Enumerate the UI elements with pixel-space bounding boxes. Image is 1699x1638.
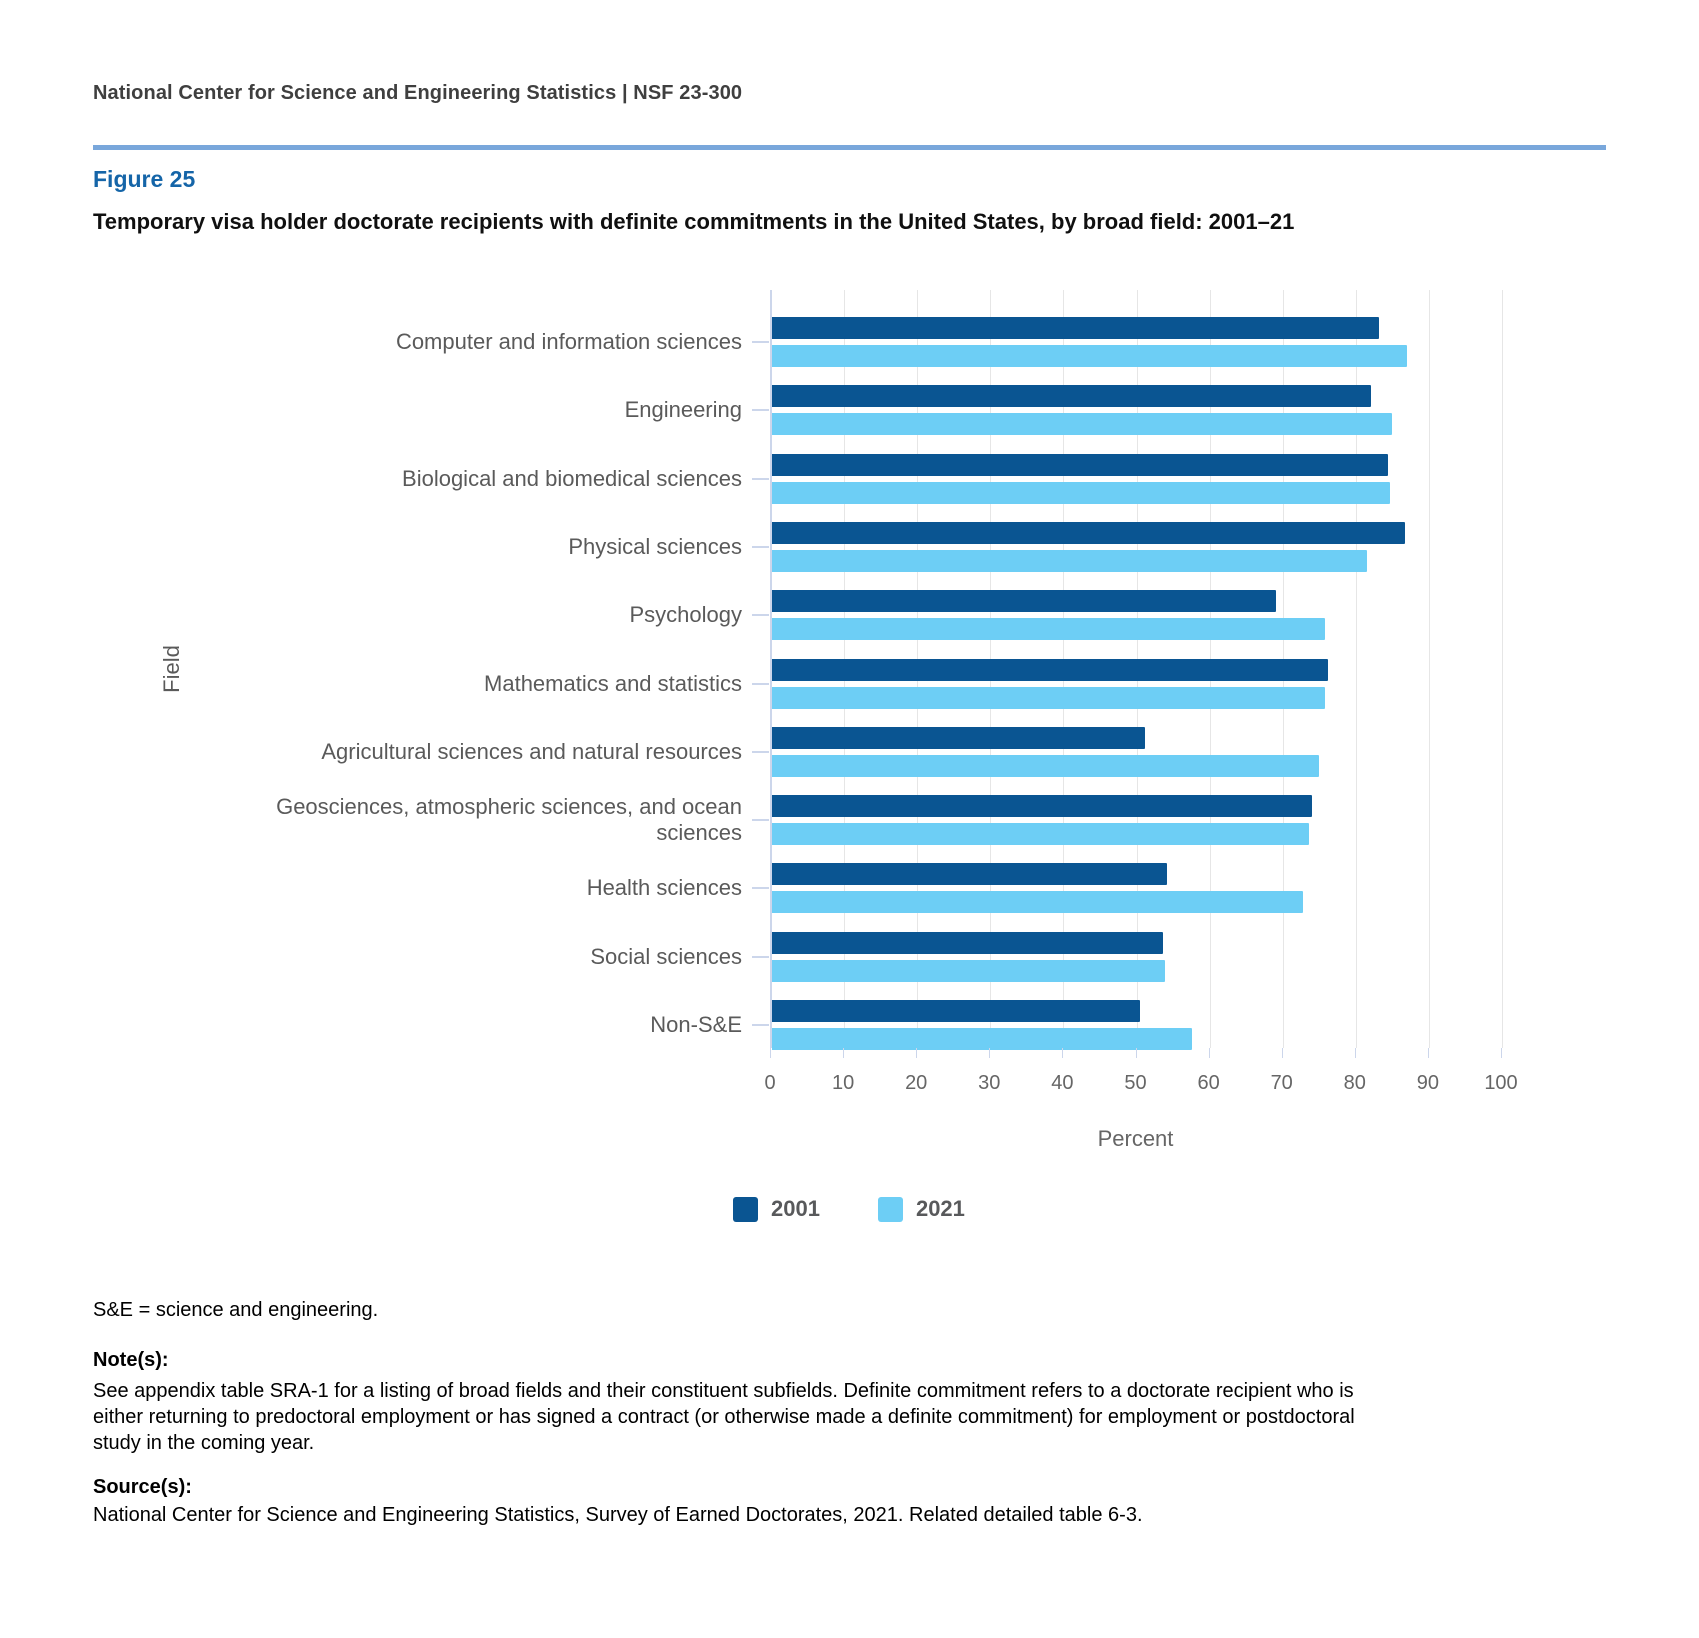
x-axis-tick	[1501, 1048, 1502, 1058]
category-label: Geosciences, atmospheric sciences, and ocean sciences	[276, 794, 742, 846]
x-axis-tick	[1355, 1048, 1356, 1058]
x-axis-tick	[1136, 1048, 1137, 1058]
note-text-line: study in the coming year.	[93, 1432, 315, 1454]
category-tick	[752, 751, 769, 753]
bar-2001	[772, 863, 1167, 885]
x-axis-tick-label: 60	[1197, 1072, 1220, 1094]
bar-2021	[772, 891, 1303, 913]
x-axis-tick-label: 80	[1343, 1072, 1366, 1094]
category-tick	[752, 546, 769, 548]
x-axis-tick	[989, 1048, 990, 1058]
figure-title: Temporary visa holder doctorate recipients with definite commitments in the United States, by broad field: 2001–21	[93, 209, 1295, 234]
bar-2001	[772, 1000, 1140, 1022]
abbreviation-note: S&E = science and engineering.	[93, 1299, 379, 1321]
note-text-line: See appendix table SRA-1 for a listing of broad fields and their constituent subfields. Definite commitment refers to a doctorate recipient who is	[93, 1380, 1354, 1402]
y-axis-title: Field	[159, 645, 184, 693]
x-axis-tick	[1209, 1048, 1210, 1058]
category-label: Psychology	[629, 602, 742, 628]
x-axis-tick-label: 50	[1124, 1072, 1147, 1094]
category-tick	[752, 409, 769, 411]
x-axis-tick	[770, 1048, 771, 1058]
bar-2021	[772, 960, 1165, 982]
x-axis-tick	[1428, 1048, 1429, 1058]
bar-2001	[772, 385, 1371, 407]
category-label: Non-S&E	[650, 1012, 742, 1037]
x-axis-tick-label: 20	[905, 1072, 928, 1094]
bar-2021	[772, 1028, 1192, 1050]
bar-2021	[772, 345, 1407, 367]
x-axis-tick-label: 30	[978, 1072, 1001, 1094]
category-tick	[752, 341, 769, 343]
x-axis-tick-label: 40	[1051, 1072, 1074, 1094]
category-label: Agricultural sciences and natural resources	[321, 738, 742, 764]
source-heading: Source(s):	[93, 1476, 192, 1498]
bar-2021	[772, 618, 1325, 640]
figure-number: Figure 25	[93, 166, 196, 192]
category-label: Mathematics and statistics	[484, 670, 742, 696]
x-axis-tick-label: 70	[1270, 1072, 1293, 1094]
bar-2001	[772, 659, 1328, 681]
category-tick	[752, 683, 769, 685]
category-tick	[752, 956, 769, 958]
x-axis-title: Percent	[1097, 1126, 1174, 1151]
bar-2001	[772, 932, 1163, 954]
bar-2021	[772, 482, 1390, 504]
source-text: National Center for Science and Engineering Statistics, Survey of Earned Doctorates, 2021. Related detailed table 6-3.	[93, 1504, 1143, 1526]
bar-2001	[772, 590, 1276, 612]
plot-area	[770, 290, 1503, 1048]
x-axis-tick	[1282, 1048, 1283, 1058]
category-label: Social sciences	[590, 943, 742, 969]
category-label: Health sciences	[586, 875, 742, 901]
x-axis-tick	[843, 1048, 844, 1058]
legend-label-2021: 2021	[915, 1196, 965, 1221]
category-tick	[752, 887, 769, 889]
category-label: Engineering	[624, 397, 742, 423]
bar-2021	[772, 550, 1367, 572]
category-label: Computer and information sciences	[395, 329, 742, 354]
x-axis-tick	[1062, 1048, 1063, 1058]
x-axis-tick-label: 0	[764, 1072, 776, 1094]
category-tick	[752, 478, 769, 480]
report-header: National Center for Science and Engineering Statistics | NSF 23-300	[93, 82, 743, 104]
bar-2021	[772, 687, 1325, 709]
category-label: Physical sciences	[568, 533, 742, 559]
notes-heading: Note(s):	[93, 1349, 169, 1371]
category-tick	[752, 1024, 769, 1026]
bar-2001	[772, 522, 1405, 544]
bar-2021	[772, 413, 1392, 435]
bar-2001	[772, 317, 1379, 339]
note-text-line: either returning to predoctoral employment or has signed a contract (or otherwise made a definite commitment) for employment or postdoctoral	[93, 1406, 1355, 1428]
bar-2001	[772, 454, 1388, 476]
gridline	[1429, 290, 1430, 1048]
bar-2021	[772, 755, 1319, 777]
x-axis-tick	[916, 1048, 917, 1058]
legend-swatch-2021	[878, 1197, 903, 1222]
category-label: Biological and biomedical sciences	[402, 465, 742, 491]
x-axis-tick-label: 100	[1484, 1072, 1518, 1094]
category-tick	[752, 819, 769, 821]
bar-2001	[772, 795, 1312, 817]
legend-item-2001	[733, 1196, 820, 1222]
bar-2021	[772, 823, 1309, 845]
bar-2001	[772, 727, 1145, 749]
x-axis-tick-label: 90	[1416, 1072, 1440, 1094]
x-axis-tick-label: 10	[831, 1072, 855, 1094]
legend-item-2021	[878, 1196, 965, 1222]
legend-label-2001: 2001	[771, 1196, 820, 1221]
legend	[733, 1196, 1023, 1222]
gridline	[1502, 290, 1503, 1048]
legend-swatch-2001	[733, 1197, 758, 1222]
category-tick	[752, 614, 769, 616]
